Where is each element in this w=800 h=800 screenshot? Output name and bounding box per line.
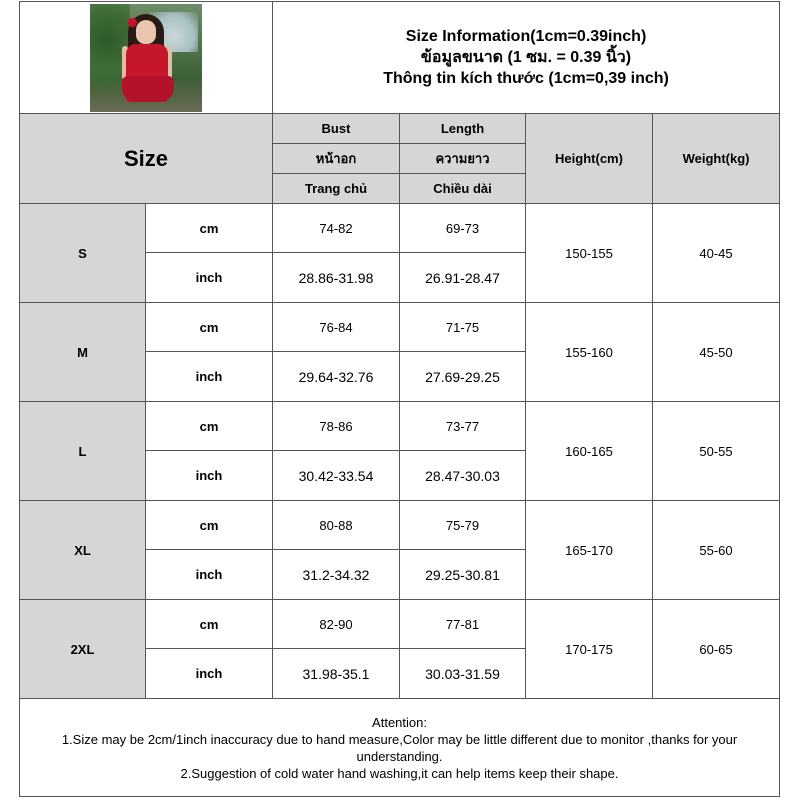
unit-inch: inch — [146, 352, 273, 402]
product-photo-cell — [20, 2, 273, 114]
height-value: 170-175 — [526, 600, 653, 699]
unit-cm: cm — [146, 402, 273, 451]
length-cm-value: 69-73 — [400, 204, 526, 253]
bust-cm-value: 74-82 — [273, 204, 400, 253]
bust-cm-value: 82-90 — [273, 600, 400, 649]
bust-cm-value: 80-88 — [273, 501, 400, 550]
product-photo — [90, 4, 202, 112]
unit-cm: cm — [146, 204, 273, 253]
size-label: XL — [20, 501, 146, 600]
bust-header-th: หน้าอก — [273, 144, 400, 174]
size-info-vietnamese: Thông tin kích thước (1cm=0,39 inch) — [383, 70, 669, 87]
weight-header: Weight(kg) — [653, 114, 780, 204]
size-info-english: Size Information(1cm=0.39inch) — [405, 28, 647, 45]
length-inch-value: 30.03-31.59 — [400, 649, 526, 699]
size-chart-table — [19, 1, 780, 797]
bust-inch-value: 28.86-31.98 — [273, 253, 400, 303]
weight-value: 50-55 — [653, 402, 780, 501]
length-header-vi: Chiều dài — [400, 174, 526, 204]
size-label: M — [20, 303, 146, 402]
bust-inch-value: 31.2-34.32 — [273, 550, 400, 600]
length-inch-value: 29.25-30.81 — [400, 550, 526, 600]
bust-cm-value: 76-84 — [273, 303, 400, 352]
bust-header-en: Bust — [273, 114, 400, 144]
length-cm-value: 75-79 — [400, 501, 526, 550]
unit-cm: cm — [146, 600, 273, 649]
unit-cm: cm — [146, 501, 273, 550]
length-cm-value: 77-81 — [400, 600, 526, 649]
attention-notes — [20, 699, 780, 797]
height-header: Height(cm) — [526, 114, 653, 204]
weight-value: 40-45 — [653, 204, 780, 303]
bust-inch-value: 31.98-35.1 — [273, 649, 400, 699]
size-label: S — [20, 204, 146, 303]
height-value: 165-170 — [526, 501, 653, 600]
height-value: 150-155 — [526, 204, 653, 303]
weight-value: 60-65 — [653, 600, 780, 699]
length-cm-value: 73-77 — [400, 402, 526, 451]
height-value: 155-160 — [526, 303, 653, 402]
length-header-en: Length — [400, 114, 526, 144]
attention-note-1: 1.Size may be 2cm/1inch inaccuracy due to hand measure,Color may be little different due to monitor ,thanks for your understanding. — [61, 731, 738, 764]
length-inch-value: 27.69-29.25 — [400, 352, 526, 402]
weight-value: 45-50 — [653, 303, 780, 402]
size-info-thai: ข้อมูลขนาด (1 ซม. = 0.39 นิ้ว) — [420, 49, 632, 66]
bust-inch-value: 29.64-32.76 — [273, 352, 400, 402]
bust-header-vi: Trang chủ — [273, 174, 400, 204]
length-header-th: ความยาว — [400, 144, 526, 174]
length-inch-value: 28.47-30.03 — [400, 451, 526, 501]
size-info-cell — [273, 2, 780, 114]
attention-title: Attention: — [372, 714, 427, 730]
bust-inch-value: 30.42-33.54 — [273, 451, 400, 501]
unit-inch: inch — [146, 451, 273, 501]
size-label: 2XL — [20, 600, 146, 699]
unit-inch: inch — [146, 550, 273, 600]
unit-inch: inch — [146, 253, 273, 303]
unit-cm: cm — [146, 303, 273, 352]
size-label: L — [20, 402, 146, 501]
flower-icon — [128, 18, 137, 27]
unit-inch: inch — [146, 649, 273, 699]
weight-value: 55-60 — [653, 501, 780, 600]
size-column-header: Size — [20, 114, 273, 204]
length-cm-value: 71-75 — [400, 303, 526, 352]
length-inch-value: 26.91-28.47 — [400, 253, 526, 303]
bust-cm-value: 78-86 — [273, 402, 400, 451]
height-value: 160-165 — [526, 402, 653, 501]
attention-note-2: 2.Suggestion of cold water hand washing,it can help items keep their shape. — [180, 765, 619, 781]
